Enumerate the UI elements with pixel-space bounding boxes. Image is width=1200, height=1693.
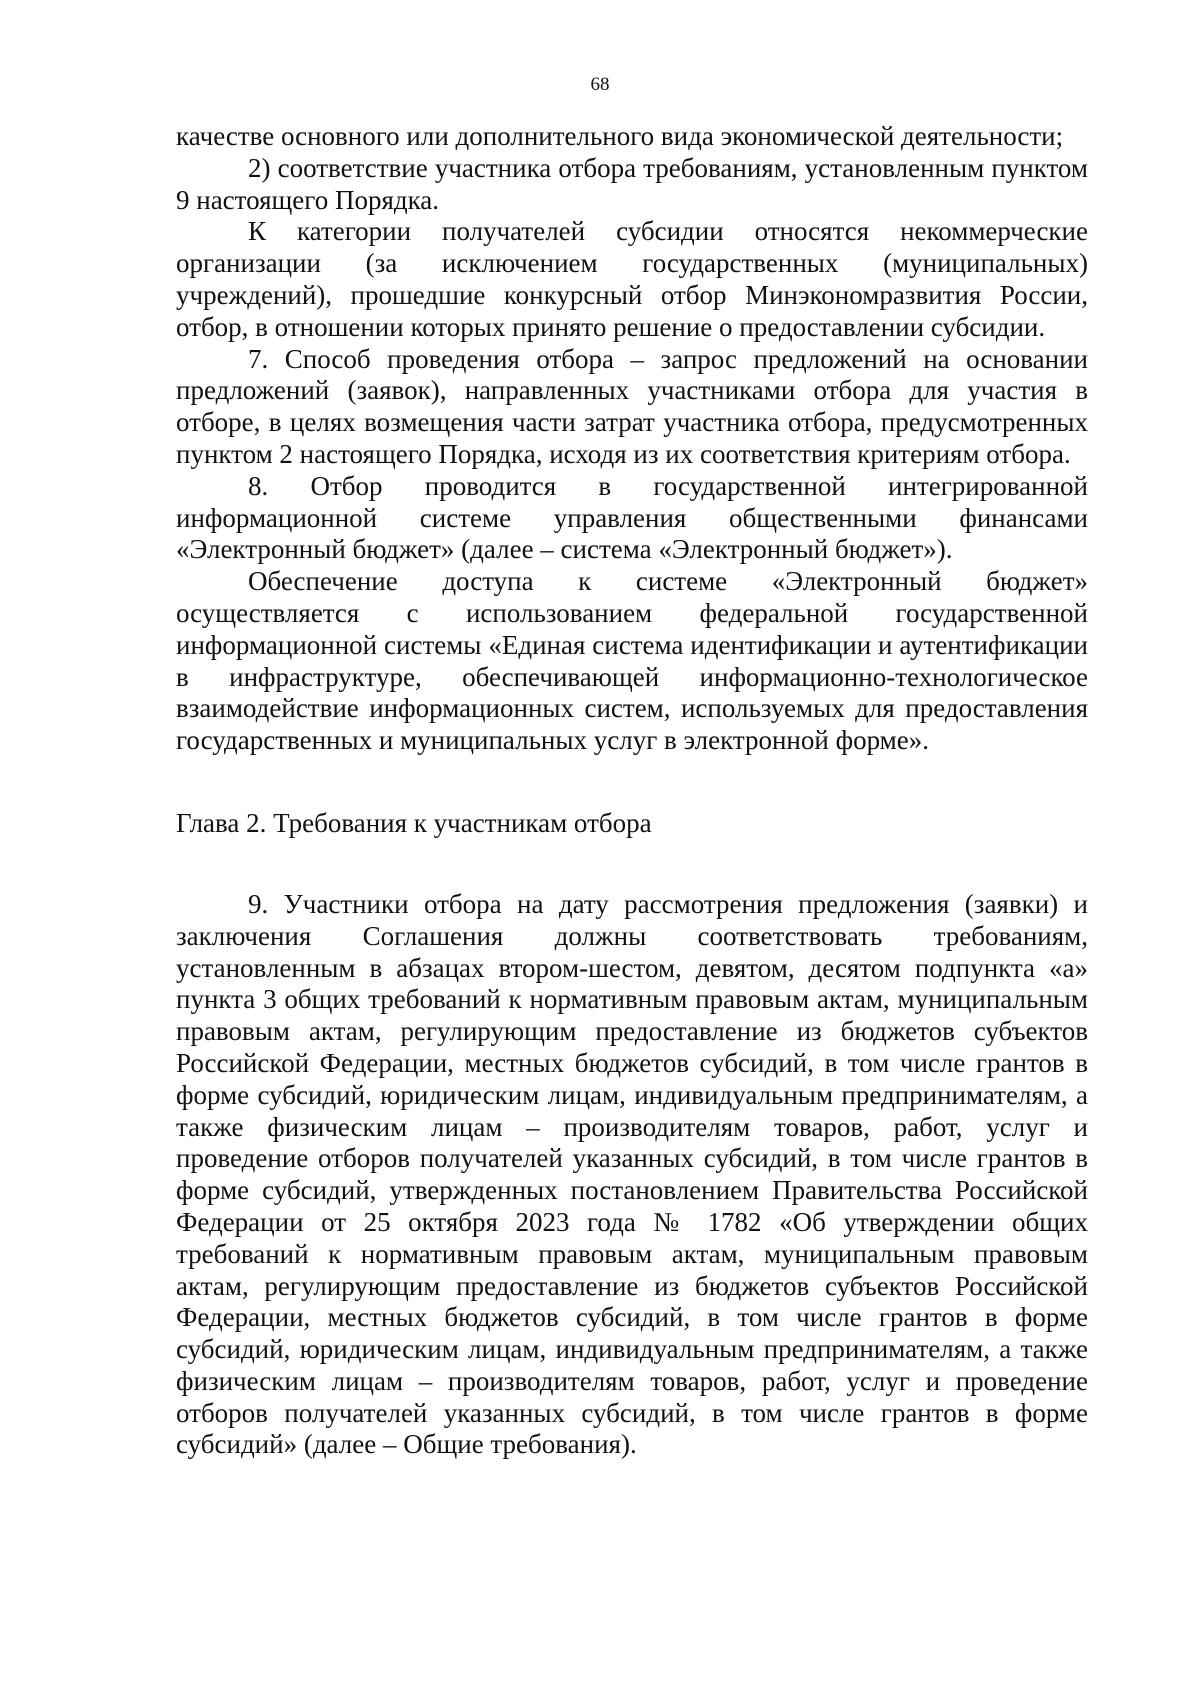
paragraph-item-7: 7. Способ проведения отбора – запрос предложений на основании предложений (заявок), направленных участниками отбора для участия в отборе, в целях возмещения части затрат участника отбора, предусмотренных пунктом 2 настоящего Порядка, исходя из их соответствия критериям отбора. — [176, 343, 1088, 469]
page-number: 68 — [590, 74, 610, 95]
paragraph-access: Обеспечение доступа к системе «Электронный бюджет» осуществляется с использованием федеральной государственной информационной системы «Единая система идентификации и аутентификации в инфраструктуре, обеспечивающей информационно-технологическое взаимодействие информационных систем, используемых для предоставления государственных и муниципальных услуг в электронной форме». — [176, 566, 1088, 756]
chapter-heading: Глава 2. Требования к участникам отбора — [176, 807, 652, 838]
paragraph-continuation: качестве основного или дополнительного вида экономической деятельности; — [176, 121, 1064, 151]
spacer — [176, 865, 1088, 889]
document-body — [176, 121, 1088, 1461]
paragraph-item-8: 8. Отбор проводится в государственной интегрированной информационной системе управления общественными финансами «Электронный бюджет» (далее – система «Электронный бюджет»). — [176, 470, 1088, 565]
paragraph-item-9: 9. Участники отбора на дату рассмотрения предложения (заявки) и заключения Соглашения должны соответствовать требованиям, установленным в абзацах втором-шестом, девятом, десятом подпункта «а» пункта 3 общих требований к нормативным правовым актам, муниципальным правовым актам, регулирующим предоставление из бюджетов субъектов Российской Федерации, местных бюджетов субсидий, в том числе грантов в форме субсидий, юридическим лицам, индивидуальным предпринимателям, а также физическим лицам – производителям товаров, работ, услуг и проведение отборов получателей указанных субсидий, в том числе грантов в форме субсидий, утвержденных постановлением Правительства Российской Федерации от 25 октября 2023 года № 1782 «Об утверждении общих требований к нормативным правовым актам, муниципальным правовым актам, регулирующим предоставление из бюджетов субъектов Российской Федерации, местных бюджетов субсидий, в том числе грантов в форме субсидий, юридическим лицам, индивидуальным предпринимателям, а также физическим лицам – производителям товаров, работ, услуг и проведение отборов получателей указанных субсидий, в том числе грантов в форме субсидий» (далее – Общие требования). — [176, 888, 1088, 1460]
spacer — [176, 757, 1088, 781]
paragraph-recipient-category: К категории получателей субсидии относятся некоммерческие организации (за исключением государственных (муниципальных) учреждений), прошедшие конкурсный отбор Минэкономразвития России, отбор, в отношении которых принято решение о предоставлении субсидии. — [176, 216, 1088, 342]
paragraph-item-2: 2) соответствие участника отбора требованиям, установленным пунктом 9 настоящего Порядка. — [176, 152, 1088, 215]
